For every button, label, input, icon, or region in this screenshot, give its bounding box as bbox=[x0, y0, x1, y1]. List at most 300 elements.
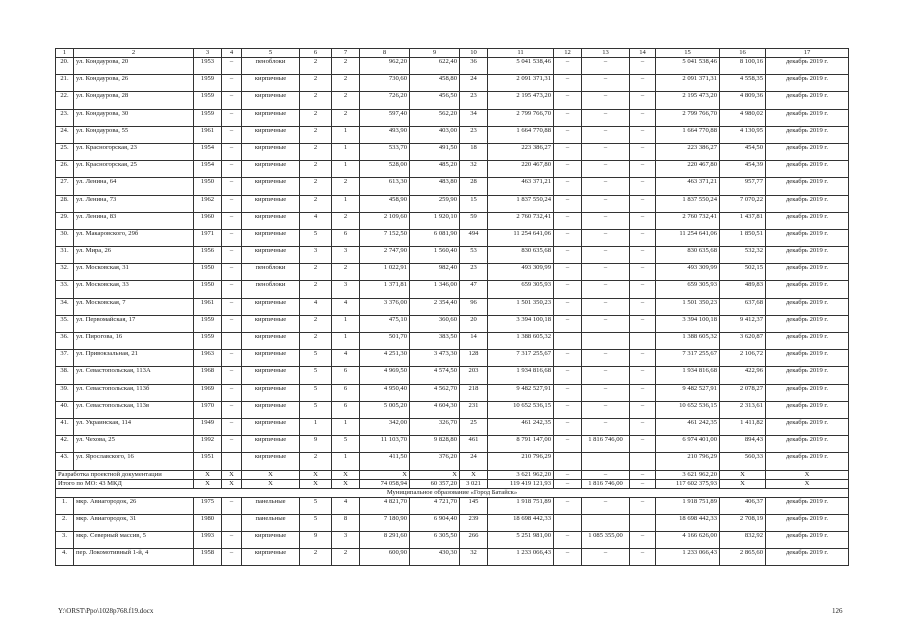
table-cell: – bbox=[554, 75, 582, 92]
table-cell: 730,60 bbox=[360, 75, 410, 92]
column-number: 13 bbox=[582, 49, 630, 58]
table-cell: 9 482 527,91 bbox=[488, 384, 554, 401]
table-cell: 1 bbox=[332, 453, 360, 470]
table-cell: 1 850,51 bbox=[720, 229, 766, 246]
table-cell: 128 bbox=[460, 350, 488, 367]
table-cell: кирпичные bbox=[242, 436, 300, 453]
table-cell: – bbox=[630, 401, 656, 418]
table-cell: – bbox=[582, 143, 630, 160]
table-cell bbox=[554, 514, 582, 531]
table-cell: 830 635,68 bbox=[488, 247, 554, 264]
table-row bbox=[56, 143, 849, 160]
table-cell: 659 305,93 bbox=[656, 281, 720, 298]
table-cell: 1 816 746,00 bbox=[582, 479, 630, 488]
table-cell: 1 918 751,89 bbox=[488, 497, 554, 514]
table-cell: 376,20 bbox=[410, 453, 460, 470]
table-cell: 2 bbox=[332, 58, 360, 75]
table-cell: 6 904,40 bbox=[410, 514, 460, 531]
totals-row bbox=[56, 470, 849, 479]
table-cell: декабрь 2019 г. bbox=[766, 264, 849, 281]
table-cell: X bbox=[766, 479, 849, 488]
table-cell: 2 760 732,41 bbox=[488, 212, 554, 229]
table-cell: – bbox=[582, 264, 630, 281]
table-cell: 2 bbox=[300, 315, 332, 332]
table-cell: – bbox=[582, 298, 630, 315]
table-cell: 3 376,00 bbox=[360, 298, 410, 315]
table-cell: 32 bbox=[460, 161, 488, 178]
table-cell: 3 621 962,20 bbox=[488, 470, 554, 479]
table-cell: 4 bbox=[332, 350, 360, 367]
table-cell: декабрь 2019 г. bbox=[766, 514, 849, 531]
table-cell: 3 021 bbox=[460, 479, 488, 488]
table-cell: 1 501 350,23 bbox=[656, 298, 720, 315]
table-cell: 326,70 bbox=[410, 418, 460, 435]
table-cell: – bbox=[222, 58, 242, 75]
table-cell: X bbox=[360, 470, 410, 479]
table-cell: – bbox=[554, 418, 582, 435]
table-cell: 461 bbox=[460, 436, 488, 453]
table-cell: 1959 bbox=[194, 109, 222, 126]
table-cell: 982,40 bbox=[410, 264, 460, 281]
totals-label: Разработка проектной документации bbox=[56, 470, 194, 479]
table-cell: 259,90 bbox=[410, 195, 460, 212]
table-cell: 20. bbox=[56, 58, 74, 75]
table-cell: 1954 bbox=[194, 143, 222, 160]
table-cell: 29. bbox=[56, 212, 74, 229]
table-cell: мкр. Северный массив, 5 bbox=[74, 531, 194, 548]
table-cell: ул. Макаровского, 29б bbox=[74, 229, 194, 246]
table-row bbox=[56, 264, 849, 281]
table-cell: 493 309,99 bbox=[488, 264, 554, 281]
table-cell: – bbox=[582, 126, 630, 143]
table-cell: – bbox=[554, 436, 582, 453]
table-row bbox=[56, 229, 849, 246]
table-cell: – bbox=[582, 109, 630, 126]
table-cell: ул. Кондаурова, 30 bbox=[74, 109, 194, 126]
table-cell: декабрь 2019 г. bbox=[766, 109, 849, 126]
table-cell: 2 195 473,20 bbox=[656, 92, 720, 109]
table-cell: 18 698 442,33 bbox=[488, 514, 554, 531]
table-cell: 5 bbox=[300, 401, 332, 418]
table-cell: 1 bbox=[332, 126, 360, 143]
table-cell: 2 106,72 bbox=[720, 350, 766, 367]
table-cell: – bbox=[630, 350, 656, 367]
table-cell: 2 bbox=[300, 195, 332, 212]
table-cell: 1969 bbox=[194, 384, 222, 401]
table-cell: ул. Кондаурова, 55 bbox=[74, 126, 194, 143]
table-cell: 7 152,50 bbox=[360, 229, 410, 246]
table-cell: – bbox=[222, 281, 242, 298]
table-cell: – bbox=[582, 384, 630, 401]
table-cell: 1959 bbox=[194, 92, 222, 109]
table-cell: 21. bbox=[56, 75, 74, 92]
table-row bbox=[56, 453, 849, 470]
table-cell: – bbox=[554, 264, 582, 281]
table-cell: ул. Чехова, 25 bbox=[74, 436, 194, 453]
page-number: 126 bbox=[832, 607, 843, 615]
table-cell: 1975 bbox=[194, 497, 222, 514]
table-cell: 403,00 bbox=[410, 126, 460, 143]
table-cell: 1962 bbox=[194, 195, 222, 212]
table-cell: ул. Кондаурова, 28 bbox=[74, 92, 194, 109]
table-cell: 2 bbox=[300, 281, 332, 298]
table-cell: декабрь 2019 г. bbox=[766, 315, 849, 332]
table-cell: кирпичные bbox=[242, 92, 300, 109]
table-body bbox=[56, 49, 849, 566]
table-cell: 8 100,16 bbox=[720, 58, 766, 75]
table-cell bbox=[222, 514, 242, 531]
table-cell: – bbox=[630, 298, 656, 315]
table-cell: – bbox=[630, 212, 656, 229]
table-cell: 28. bbox=[56, 195, 74, 212]
table-cell: 1 411,82 bbox=[720, 418, 766, 435]
table-cell: X bbox=[194, 470, 222, 479]
table-cell: 2 799 766,70 bbox=[656, 109, 720, 126]
table-cell: панельные bbox=[242, 497, 300, 514]
table-cell: 3 bbox=[332, 281, 360, 298]
table-cell: 475,10 bbox=[360, 315, 410, 332]
table-cell: 5 bbox=[300, 514, 332, 531]
table-cell: 7 317 255,67 bbox=[488, 350, 554, 367]
table-cell: 4. bbox=[56, 549, 74, 566]
table-cell: 3 bbox=[300, 247, 332, 264]
table-cell: – bbox=[630, 229, 656, 246]
table-cell: 3 394 100,18 bbox=[488, 315, 554, 332]
table-cell: – bbox=[554, 281, 582, 298]
table-cell: 6 bbox=[332, 401, 360, 418]
table-cell: 9 412,37 bbox=[720, 315, 766, 332]
table-cell: декабрь 2019 г. bbox=[766, 453, 849, 470]
table-cell: 1 501 350,23 bbox=[488, 298, 554, 315]
table-cell: кирпичные bbox=[242, 229, 300, 246]
table-cell: – bbox=[630, 479, 656, 488]
table-cell: – bbox=[222, 247, 242, 264]
table-cell: 456,50 bbox=[410, 92, 460, 109]
table-cell: 1960 bbox=[194, 212, 222, 229]
table-cell: 1959 bbox=[194, 75, 222, 92]
table-cell: 2 bbox=[332, 109, 360, 126]
table-cell: 4 821,70 bbox=[360, 497, 410, 514]
table-cell: – bbox=[222, 298, 242, 315]
table-cell: X bbox=[242, 479, 300, 488]
table-cell: X bbox=[300, 479, 332, 488]
table-cell: 2 bbox=[300, 178, 332, 195]
table-cell: – bbox=[630, 315, 656, 332]
table-cell: 832,92 bbox=[720, 531, 766, 548]
table-cell: 463 371,21 bbox=[656, 178, 720, 195]
table-cell: – bbox=[554, 229, 582, 246]
table-cell: декабрь 2019 г. bbox=[766, 384, 849, 401]
table-cell: – bbox=[630, 195, 656, 212]
table-cell: 2 091 371,31 bbox=[656, 75, 720, 92]
table-cell: кирпичные bbox=[242, 109, 300, 126]
table-cell: 342,00 bbox=[360, 418, 410, 435]
table-cell: – bbox=[630, 161, 656, 178]
table-cell: – bbox=[554, 497, 582, 514]
table-cell: 2 708,19 bbox=[720, 514, 766, 531]
table-cell: 830 635,68 bbox=[656, 247, 720, 264]
table-cell: 220 467,80 bbox=[488, 161, 554, 178]
table-cell: декабрь 2019 г. bbox=[766, 436, 849, 453]
table-cell: – bbox=[222, 126, 242, 143]
table-cell: – bbox=[554, 92, 582, 109]
table-cell: 2. bbox=[56, 514, 74, 531]
table-cell: 2 bbox=[300, 549, 332, 566]
table-cell: – bbox=[582, 549, 630, 566]
table-cell: 2 bbox=[300, 75, 332, 92]
table-cell: 24. bbox=[56, 126, 74, 143]
table-cell: 1 664 770,88 bbox=[656, 126, 720, 143]
table-cell: 1 346,00 bbox=[410, 281, 460, 298]
table-cell: – bbox=[554, 350, 582, 367]
table-cell: 1 437,81 bbox=[720, 212, 766, 229]
table-cell: 454,50 bbox=[720, 143, 766, 160]
table-cell: ул. Первомайская, 17 bbox=[74, 315, 194, 332]
table-cell: X bbox=[332, 470, 360, 479]
table-cell: кирпичные bbox=[242, 350, 300, 367]
table-cell: 1 837 550,24 bbox=[488, 195, 554, 212]
table-cell: – bbox=[582, 315, 630, 332]
table-cell bbox=[582, 453, 630, 470]
table-cell: 18 bbox=[460, 143, 488, 160]
table-cell: 659 305,93 bbox=[488, 281, 554, 298]
table-cell: 11 254 641,06 bbox=[488, 229, 554, 246]
table-cell: – bbox=[554, 531, 582, 548]
table-row bbox=[56, 126, 849, 143]
table-row bbox=[56, 212, 849, 229]
table-cell: 96 bbox=[460, 298, 488, 315]
table-cell: 9 482 527,91 bbox=[656, 384, 720, 401]
table-cell: кирпичные bbox=[242, 161, 300, 178]
table-row bbox=[56, 195, 849, 212]
table-cell: 485,20 bbox=[410, 161, 460, 178]
table-cell: ул. Мира, 26 bbox=[74, 247, 194, 264]
table-cell: 502,15 bbox=[720, 264, 766, 281]
table-cell: 3 620,87 bbox=[720, 333, 766, 350]
table-cell: кирпичные bbox=[242, 333, 300, 350]
table-cell: – bbox=[630, 75, 656, 92]
table-cell: кирпичные bbox=[242, 401, 300, 418]
table-row bbox=[56, 367, 849, 384]
table-cell: 28 bbox=[460, 178, 488, 195]
table-cell: 119 419 121,93 bbox=[488, 479, 554, 488]
table-cell: декабрь 2019 г. bbox=[766, 58, 849, 75]
table-cell: – bbox=[630, 247, 656, 264]
table-cell: – bbox=[630, 92, 656, 109]
table-cell: 962,20 bbox=[360, 58, 410, 75]
table-cell: 2 313,61 bbox=[720, 401, 766, 418]
table-cell: 2 354,40 bbox=[410, 298, 460, 315]
table-cell: 1 022,91 bbox=[360, 264, 410, 281]
table-cell: 4 166 626,00 bbox=[656, 531, 720, 548]
table-cell: – bbox=[630, 436, 656, 453]
table-cell: 38. bbox=[56, 367, 74, 384]
table-cell: 1 233 066,43 bbox=[488, 549, 554, 566]
table-cell: пер. Локомотивный 1-й, 4 bbox=[74, 549, 194, 566]
table-cell: – bbox=[582, 178, 630, 195]
table-cell: ул. Кондаурова, 20 bbox=[74, 58, 194, 75]
table-cell: 1 920,10 bbox=[410, 212, 460, 229]
column-number: 14 bbox=[630, 49, 656, 58]
table-cell: ул. Ленина, 83 bbox=[74, 212, 194, 229]
table-cell bbox=[582, 514, 630, 531]
table-cell: 1956 bbox=[194, 247, 222, 264]
table-cell: – bbox=[554, 298, 582, 315]
table-cell: 7 180,90 bbox=[360, 514, 410, 531]
table-cell: 4 809,36 bbox=[720, 92, 766, 109]
table-cell: – bbox=[222, 264, 242, 281]
table-cell: кирпичные bbox=[242, 531, 300, 548]
table-cell: 1 816 746,00 bbox=[582, 436, 630, 453]
table-cell: – bbox=[582, 212, 630, 229]
table-cell: 231 bbox=[460, 401, 488, 418]
table-cell: 9 bbox=[300, 436, 332, 453]
table-cell: – bbox=[222, 384, 242, 401]
table-cell: пеноблоки bbox=[242, 58, 300, 75]
table-cell: 2 091 371,31 bbox=[488, 75, 554, 92]
table-cell: 9 bbox=[300, 531, 332, 548]
table-cell: 74 058,94 bbox=[360, 479, 410, 488]
table-row bbox=[56, 281, 849, 298]
table-cell: 461 242,35 bbox=[656, 418, 720, 435]
table-cell: – bbox=[630, 497, 656, 514]
table-cell: 6 bbox=[332, 384, 360, 401]
table-cell: 6 bbox=[332, 367, 360, 384]
table-cell: 7 070,22 bbox=[720, 195, 766, 212]
table-cell: пеноблоки bbox=[242, 281, 300, 298]
table-cell: мкр. Авиагородок, 31 bbox=[74, 514, 194, 531]
table-row bbox=[56, 401, 849, 418]
table-cell: 2 bbox=[332, 549, 360, 566]
table-cell: 2 bbox=[332, 264, 360, 281]
table-cell: 42. bbox=[56, 436, 74, 453]
table-cell: – bbox=[630, 367, 656, 384]
table-cell: 10 652 536,15 bbox=[656, 401, 720, 418]
table-cell: 30. bbox=[56, 229, 74, 246]
table-cell: – bbox=[630, 126, 656, 143]
table-cell: 1 bbox=[300, 418, 332, 435]
section-title-row bbox=[56, 488, 849, 497]
table-cell: 1980 bbox=[194, 514, 222, 531]
table-cell: – bbox=[222, 350, 242, 367]
table-cell: 4 950,40 bbox=[360, 384, 410, 401]
table-cell: – bbox=[554, 126, 582, 143]
table-cell: 1 bbox=[332, 161, 360, 178]
table-cell: 59 bbox=[460, 212, 488, 229]
table-cell: 210 796,29 bbox=[656, 453, 720, 470]
table-cell: декабрь 2019 г. bbox=[766, 531, 849, 548]
table-cell: 25. bbox=[56, 143, 74, 160]
table-cell: – bbox=[554, 367, 582, 384]
table-cell: 1 bbox=[332, 315, 360, 332]
table-cell: 23. bbox=[56, 109, 74, 126]
table-cell: – bbox=[554, 143, 582, 160]
table-cell: 2 865,60 bbox=[720, 549, 766, 566]
table-cell: 47 bbox=[460, 281, 488, 298]
table-cell: – bbox=[554, 384, 582, 401]
table-cell: – bbox=[582, 418, 630, 435]
table-cell: – bbox=[222, 109, 242, 126]
table-cell: 458,90 bbox=[360, 195, 410, 212]
table-cell: 1 918 751,89 bbox=[656, 497, 720, 514]
table-row bbox=[56, 418, 849, 435]
table-cell: 894,43 bbox=[720, 436, 766, 453]
table-cell bbox=[630, 453, 656, 470]
table-cell: 2 bbox=[332, 92, 360, 109]
table-cell: декабрь 2019 г. bbox=[766, 178, 849, 195]
table-cell: 3 bbox=[332, 531, 360, 548]
table-row bbox=[56, 75, 849, 92]
table-cell: ул. Московская, 33 bbox=[74, 281, 194, 298]
table-cell: 3 394 100,18 bbox=[656, 315, 720, 332]
table-cell: 117 602 375,93 bbox=[656, 479, 720, 488]
table-cell: 411,50 bbox=[360, 453, 410, 470]
table-cell: 2 195 473,20 bbox=[488, 92, 554, 109]
table-cell: декабрь 2019 г. bbox=[766, 497, 849, 514]
table-cell: декабрь 2019 г. bbox=[766, 126, 849, 143]
table-cell: 1949 bbox=[194, 418, 222, 435]
table-cell: 2 bbox=[300, 143, 332, 160]
table-cell: 637,68 bbox=[720, 298, 766, 315]
table-cell: 1961 bbox=[194, 298, 222, 315]
table-cell: 25 bbox=[460, 418, 488, 435]
table-cell: 24 bbox=[460, 75, 488, 92]
table-cell: ул. Привокзальная, 21 bbox=[74, 350, 194, 367]
table-row bbox=[56, 109, 849, 126]
table-cell: 533,70 bbox=[360, 143, 410, 160]
table-cell: декабрь 2019 г. bbox=[766, 281, 849, 298]
table-cell: 4 604,30 bbox=[410, 401, 460, 418]
table-cell: X bbox=[720, 470, 766, 479]
table-cell: декабрь 2019 г. bbox=[766, 333, 849, 350]
table-cell: – bbox=[222, 497, 242, 514]
table-cell: – bbox=[222, 315, 242, 332]
table-cell: кирпичные bbox=[242, 247, 300, 264]
table-cell: 5 bbox=[332, 436, 360, 453]
table-cell: – bbox=[554, 58, 582, 75]
table-cell: 36. bbox=[56, 333, 74, 350]
table-cell: – bbox=[630, 109, 656, 126]
table-cell: – bbox=[582, 401, 630, 418]
table-cell: – bbox=[222, 75, 242, 92]
table-cell: 1971 bbox=[194, 229, 222, 246]
table-cell: 1959 bbox=[194, 333, 222, 350]
table-cell: ул. Кондаурова, 26 bbox=[74, 75, 194, 92]
table-cell: декабрь 2019 г. bbox=[766, 549, 849, 566]
table-cell: – bbox=[554, 178, 582, 195]
table-cell: 2 bbox=[332, 178, 360, 195]
table-cell: пеноблоки bbox=[242, 264, 300, 281]
table-cell: 1961 bbox=[194, 126, 222, 143]
table-cell: 430,30 bbox=[410, 549, 460, 566]
table-cell: 3 bbox=[332, 247, 360, 264]
table-cell: 218 bbox=[460, 384, 488, 401]
table-cell: – bbox=[222, 195, 242, 212]
table-cell: 2 bbox=[332, 212, 360, 229]
table-cell: 1954 bbox=[194, 161, 222, 178]
column-number: 17 bbox=[766, 49, 849, 58]
table-row bbox=[56, 178, 849, 195]
column-number: 9 bbox=[410, 49, 460, 58]
table-cell: кирпичные bbox=[242, 178, 300, 195]
table-cell: 23 bbox=[460, 126, 488, 143]
table-row bbox=[56, 436, 849, 453]
table-cell: – bbox=[554, 109, 582, 126]
totals-label: Итого по МО: 43 МКД bbox=[56, 479, 194, 488]
table-cell: 15 bbox=[460, 195, 488, 212]
table-cell: 1993 bbox=[194, 531, 222, 548]
table-row bbox=[56, 497, 849, 514]
